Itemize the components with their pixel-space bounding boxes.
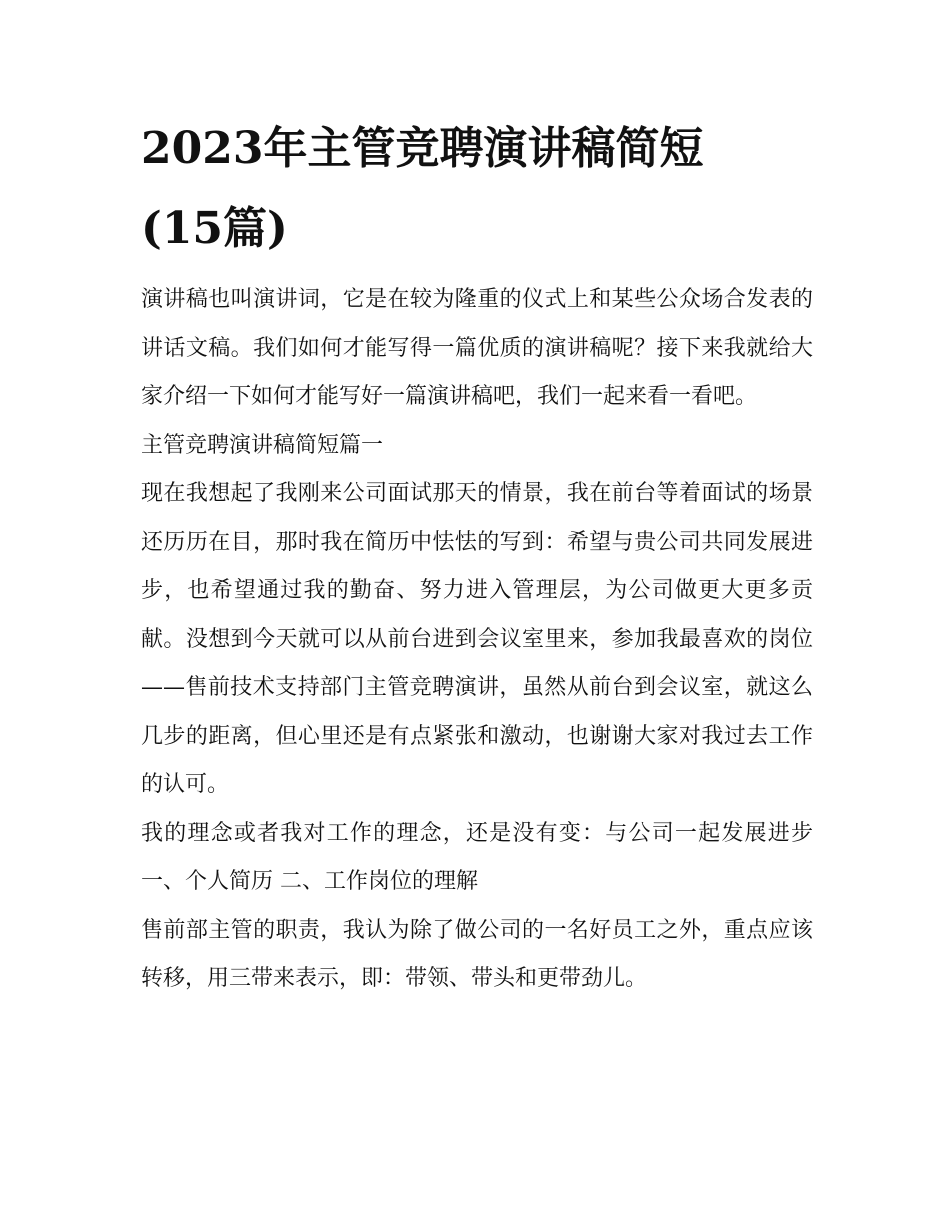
title-line-1: 2023年主管竞聘演讲稿简短	[141, 123, 704, 174]
title-line-2: (15篇)	[141, 203, 288, 254]
body-paragraph: 我的理念或者我对工作的理念，还是没有变：与公司一起发展进步 一、个人简历 二、工作岗位的理解	[141, 820, 813, 894]
section-heading: 主管竞聘演讲稿简短篇一	[141, 432, 384, 458]
body-paragraph: 现在我想起了我刚来公司面试那天的情景，我在前台等着面试的场景还历历在目，那时我在简历中怯怯的写到：希望与贵公司共同发展进步，也希望通过我的勤奋、努力进入管理层，为公司做更大更多贡献。没想到今天就可以从前台进到会议室里来，参加我最喜欢的岗位——售前技术支持部门主管竞聘演讲，虽然从前台到会议室，就这么几步的距离，但心里还是有点紧张和激动，也谢谢大家对我过去工作的认可。	[141, 481, 813, 797]
document-page	[141, 118, 813, 1004]
body-paragraph: 售前部主管的职责，我认为除了做公司的一名好员工之外，重点应该转移，用三带来表示，即：带领、带头和更带劲儿。	[141, 917, 813, 991]
document-title	[141, 118, 813, 260]
intro-paragraph: 演讲稿也叫演讲词，它是在较为隆重的仪式上和某些公众场合发表的讲话文稿。我们如何才能写得一篇优质的演讲稿呢？接下来我就给大家介绍一下如何才能写好一篇演讲稿吧，我们一起来看一看吧。	[141, 287, 813, 409]
